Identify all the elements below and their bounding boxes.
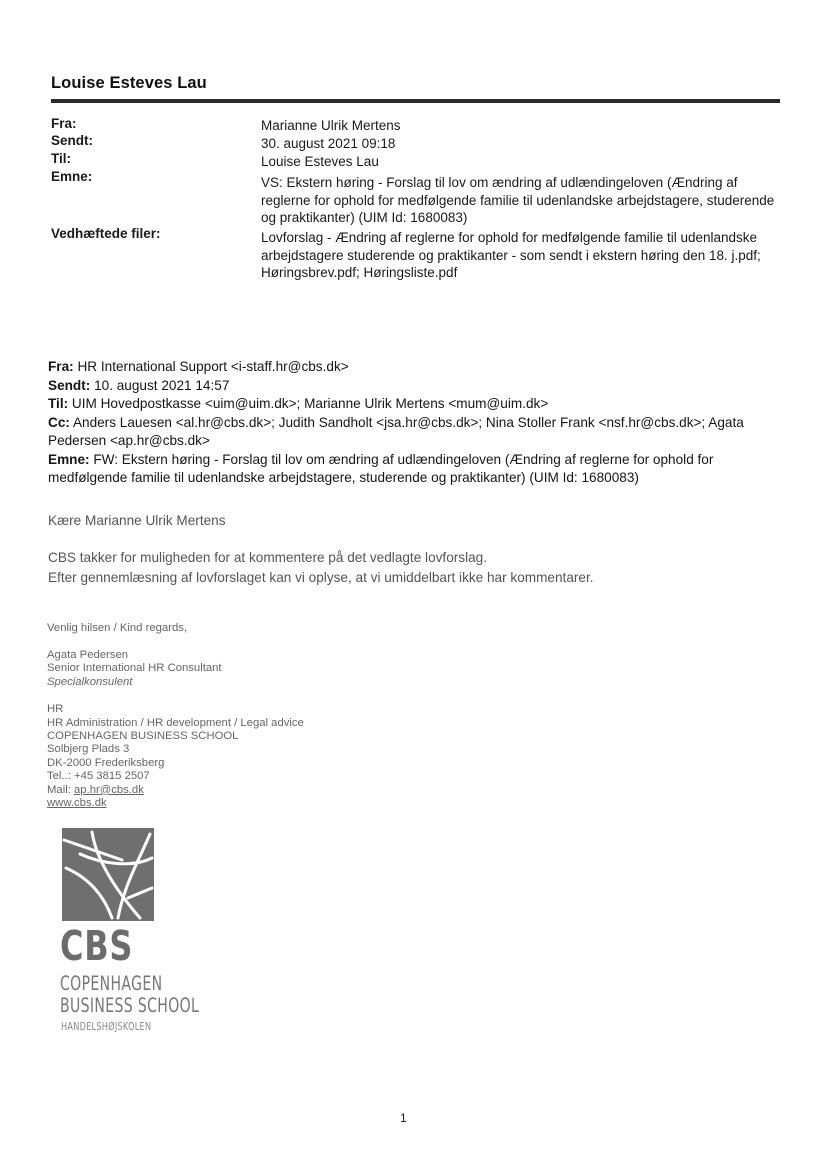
- subject-label: Emne:: [51, 169, 93, 184]
- to-label: Til:: [51, 151, 71, 166]
- cbs-logo-icon: [62, 828, 154, 921]
- sig-mail-label: Mail:: [47, 783, 71, 796]
- fwd-from-line: [48, 358, 788, 377]
- fwd-cc-line: [48, 414, 788, 451]
- sig-closing: Venlig hilsen / Kind regards,: [47, 622, 188, 634]
- cbs-line-1: COPENHAGEN: [60, 972, 163, 995]
- sig-dept: HR: [47, 703, 64, 716]
- sig-title-da: Specialkonsulent: [47, 675, 133, 688]
- mailbox-owner: Louise Esteves Lau: [51, 74, 207, 92]
- fwd-cc-label: Cc:: [48, 414, 70, 430]
- sig-web-link[interactable]: www.cbs.dk: [47, 797, 107, 810]
- sent-label: Sendt:: [51, 133, 93, 148]
- sig-city: DK-2000 Frederiksberg: [47, 756, 165, 769]
- fwd-sent-line: [48, 377, 788, 396]
- fwd-subject-value: FW: Ekstern høring - Forslag til lov om ændring af udlændingeloven (Ændring af reglerne for ophold for medfølgende familie til udenlandske arbejdstagere, studerende og praktikanter) (UIM Id: 1680083): [48, 451, 714, 485]
- from-value: Marianne Ulrik Mertens: [261, 118, 401, 133]
- fwd-from-label: Fra:: [48, 359, 74, 374]
- from-label: Fra:: [51, 116, 77, 131]
- forwarded-header: [48, 358, 788, 488]
- sig-org: COPENHAGEN BUSINESS SCHOOL: [47, 730, 239, 743]
- sig-mail-link[interactable]: ap.hr@cbs.dk: [74, 783, 144, 796]
- sig-tel: Tel..: +45 3815 2507: [47, 770, 150, 783]
- subject-value: VS: Ekstern høring - Forslag til lov om ændring af udlændingeloven (Ændring af reglerne for ophold for medfølgende familie til udenlandske arbejdstagere, studerende og praktikanter) (UIM Id: 1680083): [261, 175, 775, 225]
- sig-mail-line: [47, 784, 304, 797]
- body-line-1: CBS takker for muligheden for at kommentere på det vedlagte lovforslag.: [48, 550, 488, 565]
- cbs-line-3: HANDELSHØJSKOLEN: [61, 1021, 152, 1033]
- fwd-to-value: UIM Hovedpostkasse <uim@uim.dk>; Marianne Ulrik Mertens <mum@uim.dk>: [71, 396, 549, 411]
- to-value: Louise Esteves Lau: [261, 154, 379, 169]
- greeting: Kære Marianne Ulrik Mertens: [48, 513, 226, 528]
- sig-title: Senior International HR Consultant: [47, 662, 222, 675]
- fwd-subject-line: [48, 451, 788, 488]
- attachments-value: Lovforslag - Ændring af reglerne for ophold for medfølgende familie til udenlandske arbejdstagere studerende og praktikanter - som sendt i ekstern høring den 18. j.pdf; Høringsbrev.pdf; Høringsliste.pdf: [261, 230, 761, 280]
- fwd-from-value: HR International Support <i-staff.hr@cbs.dk>: [77, 359, 349, 374]
- fwd-sent-label: Sendt:: [48, 377, 91, 393]
- body-line-2: Efter gennemlæsning af lovforslaget kan vi oplyse, at vi umiddelbart ikke har kommentarer.: [48, 570, 594, 585]
- cbs-line-2: BUSINESS SCHOOL: [60, 994, 200, 1017]
- fwd-cc-value: Anders Lauesen <al.hr@cbs.dk>; Judith Sandholt <jsa.hr@cbs.dk>; Nina Stoller Frank <nsf.hr@cbs.dk>; Agata Pedersen <ap.hr@cbs.dk>: [48, 414, 744, 448]
- sent-value: 30. august 2021 09:18: [261, 136, 396, 151]
- fwd-to-label: Til:: [48, 396, 69, 411]
- fwd-sent-value: 10. august 2021 14:57: [94, 377, 230, 393]
- cbs-wordmark: CBS: [60, 922, 134, 970]
- header-rule: [51, 99, 780, 103]
- fwd-subject-label: Emne:: [48, 451, 90, 467]
- page-number: 1: [400, 1111, 407, 1125]
- attachments-label: Vedhæftede filer:: [51, 226, 161, 241]
- sig-dept-sub: HR Administration / HR development / Legal advice: [47, 716, 304, 729]
- signature-block: [47, 649, 304, 810]
- sig-name: Agata Pedersen: [47, 649, 129, 661]
- fwd-to-line: [48, 395, 788, 414]
- sig-street: Solbjerg Plads 3: [47, 743, 130, 756]
